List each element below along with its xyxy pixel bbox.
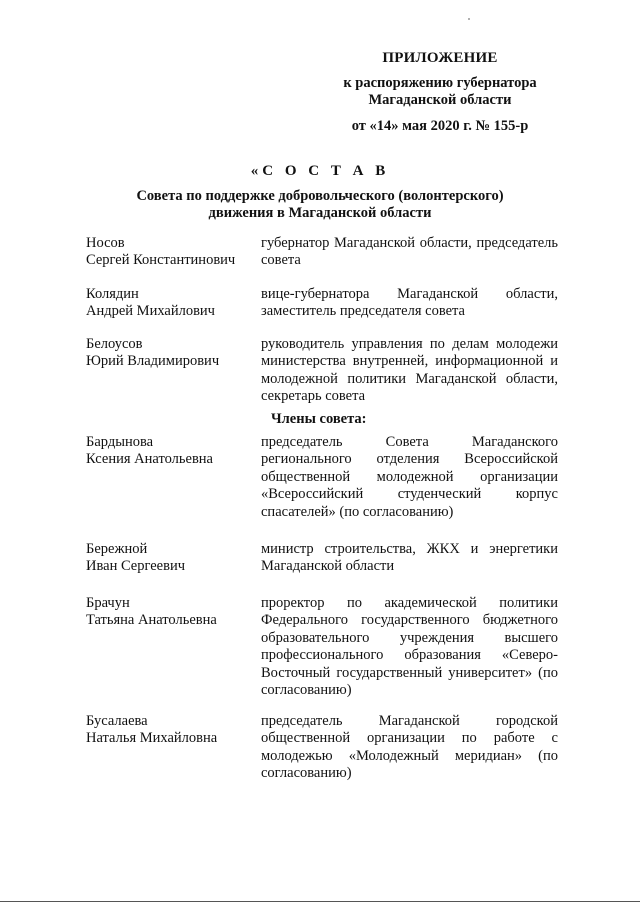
- member-surname: Брачун: [86, 595, 130, 611]
- member-row: [86, 336, 558, 406]
- member-role: председатель Магаданской городской общественной организации по работе с молодежью «Молодежный меридиан» (по согласованию): [261, 713, 558, 782]
- member-name: [86, 235, 261, 270]
- member-role: руководитель управления по делам молодежи министерства внутренней, информационной и молодежной политики Магаданской области, секретарь совета: [261, 336, 558, 405]
- member-given-name: Юрий Владимирович: [86, 353, 220, 370]
- member-name: [86, 595, 261, 699]
- member-given-name: Андрей Михайлович: [86, 303, 215, 320]
- council-members-title: Члены совета:: [271, 411, 367, 427]
- member-given-name: Ксения Анатольевна: [86, 451, 213, 468]
- composition-subtitle-1: Совета по поддержке добровольческого (волонтерского): [136, 188, 504, 204]
- member-role: вице-губернатора Магаданской области, заместитель председателя совета: [261, 286, 558, 320]
- member-name: [86, 713, 261, 783]
- appendix-date-line: от «14» мая 2020 г. № 155-р: [351, 118, 529, 134]
- composition-subtitle-2: движения в Магаданской области: [208, 205, 432, 221]
- member-name: [86, 286, 261, 321]
- page-bottom-edge: [0, 901, 640, 902]
- member-given-name: Наталья Михайловна: [86, 730, 218, 747]
- member-row: [86, 286, 558, 321]
- member-surname: Бусалаева: [86, 713, 148, 729]
- member-row: [86, 595, 558, 699]
- member-row: [86, 235, 558, 270]
- appendix-line-1: к распоряжению губернатора: [343, 75, 537, 91]
- member-role: министр строительства, ЖКХ и энергетики Магаданской области: [261, 541, 558, 575]
- member-row: [86, 713, 558, 783]
- scan-speck: [468, 18, 470, 20]
- member-name: [86, 434, 261, 521]
- composition-word: «С О С Т А В: [250, 163, 390, 179]
- member-surname: Бережной: [86, 541, 148, 557]
- member-given-name: Татьяна Анатольевна: [86, 612, 217, 629]
- member-given-name: Сергей Константинович: [86, 252, 236, 269]
- member-role: председатель Совета Магаданского регионального отделения Всероссийской общественной молодежной организации «Всероссийский студенческий корпус спасателей» (по согласованию): [261, 434, 558, 520]
- member-surname: Колядин: [86, 286, 139, 302]
- appendix-header: [300, 50, 580, 135]
- member-surname: Бардынова: [86, 434, 154, 450]
- member-role: губернатор Магаданской области, председатель совета: [261, 235, 558, 269]
- member-name: [86, 541, 261, 576]
- member-role: проректор по академической политики Федерального государственного бюджетного образовательного учреждения высшего профессионального образования «Северо-Восточный государственный университет» (по согласованию): [261, 595, 558, 699]
- member-surname: Носов: [86, 235, 125, 251]
- member-given-name: Иван Сергеевич: [86, 558, 186, 575]
- member-row: [86, 434, 558, 521]
- member-row: [86, 541, 558, 576]
- appendix-line-2: Магаданской области: [368, 92, 512, 108]
- appendix-title: ПРИЛОЖЕНИЕ: [382, 50, 498, 66]
- member-surname: Белоусов: [86, 336, 143, 352]
- member-name: [86, 336, 261, 406]
- composition-heading: [80, 163, 560, 222]
